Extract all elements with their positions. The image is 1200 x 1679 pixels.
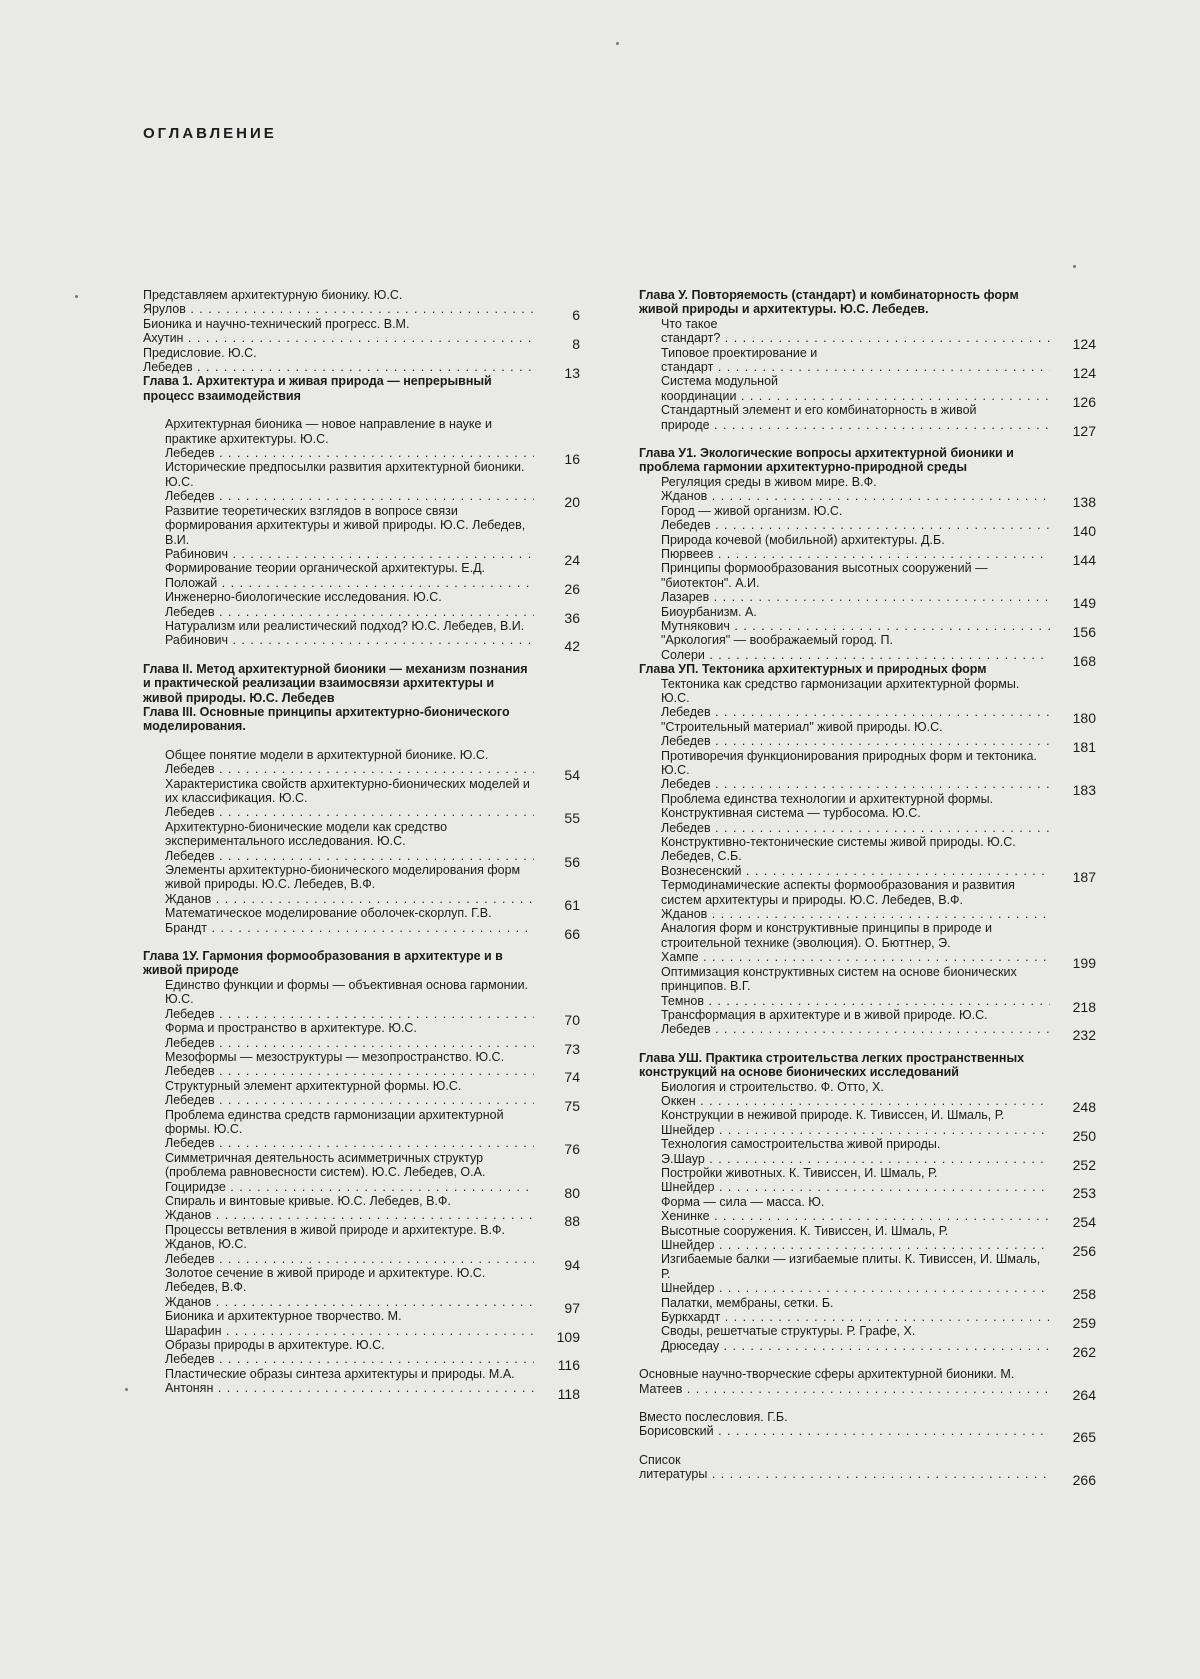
- print-speck: [125, 1388, 128, 1391]
- toc-entry: [165, 863, 580, 906]
- toc-entry-title: Проблема единства средств гармонизации архитектурной формы. Ю.С. Лебедев . . .: [165, 1108, 534, 1151]
- toc-entry: [661, 475, 1096, 504]
- toc-entry: [661, 1080, 1096, 1109]
- toc-entry-title: Натурализм или реалистический подход? Ю.С. Лебедев, В.И. Рабинович . . .: [165, 619, 534, 648]
- toc-page-number: 253: [1054, 1186, 1096, 1200]
- toc-entry-title: Глава УП. Тектоника архитектурных и природных форм: [639, 662, 1050, 676]
- toc-entry-title: Список литературы . . .: [639, 1453, 1050, 1482]
- toc-page: [0, 0, 1200, 1679]
- toc-page-number: 218: [1054, 1000, 1096, 1014]
- toc-entry: [165, 820, 580, 863]
- toc-page-number: 199: [1054, 956, 1096, 970]
- toc-page-number: 126: [1054, 395, 1096, 409]
- toc-page-number: 252: [1054, 1158, 1096, 1172]
- toc-entry: [661, 677, 1096, 720]
- toc-entry: [661, 1108, 1096, 1137]
- toc-list-right: [639, 288, 1096, 1482]
- toc-page-number: 264: [1054, 1388, 1096, 1402]
- toc-entry-title: Аналогия форм и конструктивные принципы в природе и строительной технике (эволюция). О. Бюттнер, Э. Хампе . . .: [661, 921, 1050, 964]
- toc-entry: [165, 561, 580, 590]
- toc-entry-title: Основные научно-творческие сферы архитектурной бионики. М. Матеев . . .: [639, 1367, 1050, 1396]
- toc-entry-title: Палатки, мембраны, сетки. Б. Буркхардт . . .: [661, 1296, 1050, 1325]
- toc-entry: [661, 1224, 1096, 1253]
- page-title: ОГЛАВЛЕНИЕ: [143, 125, 277, 142]
- toc-entry-title: Изгибаемые балки — изгибаемые плиты. К. Тивиссен, И. Шмаль, Р. Шнейдер . . .: [661, 1252, 1050, 1295]
- toc-entry: [143, 317, 580, 346]
- toc-page-number: 127: [1054, 424, 1096, 438]
- toc-entry-title: Образы природы в архитектуре. Ю.С. Лебедев . . .: [165, 1338, 534, 1367]
- toc-entry: [165, 748, 580, 777]
- toc-entry-title: Глава III. Основные принципы архитектурно-бионического моделирования.: [143, 705, 534, 734]
- toc-page-number: 56: [538, 855, 580, 869]
- toc-entry: [639, 1410, 1096, 1439]
- toc-page-number: 118: [538, 1387, 580, 1401]
- toc-entry-title: Конструкции в неживой природе. К. Тивиссен, И. Шмаль, Р. Шнейдер . . .: [661, 1108, 1050, 1137]
- print-speck: [75, 295, 78, 298]
- toc-entry: [661, 835, 1096, 878]
- toc-entry: [165, 1367, 580, 1396]
- toc-entry-title: Биология и строительство. Ф. Отто, Х. Оккен . . .: [661, 1080, 1050, 1109]
- toc-page-number: 70: [538, 1013, 580, 1027]
- toc-page-number: 144: [1054, 553, 1096, 567]
- toc-page-number: 138: [1054, 495, 1096, 509]
- toc-page-number: 258: [1054, 1287, 1096, 1301]
- toc-entry-title: Принципы формообразования высотных сооружений — "биотектон". А.И. Лазарев . . .: [661, 561, 1050, 604]
- toc-entry: [661, 504, 1096, 533]
- toc-page-number: 183: [1054, 783, 1096, 797]
- toc-entry: [661, 561, 1096, 604]
- toc-entry: [661, 633, 1096, 662]
- toc-entry: [165, 1050, 580, 1079]
- toc-page-number: 265: [1054, 1430, 1096, 1444]
- toc-entry: [661, 346, 1096, 375]
- toc-entry: [661, 605, 1096, 634]
- toc-page-number: 266: [1054, 1473, 1096, 1487]
- toc-list-left: [143, 288, 580, 1396]
- toc-entry-title: Трансформация в архитектуре и в живой природе. Ю.С. Лебедев . . .: [661, 1008, 1050, 1037]
- toc-chapter-heading: [639, 1051, 1096, 1080]
- toc-chapter-heading: [143, 949, 580, 978]
- toc-entry: [661, 1137, 1096, 1166]
- toc-page-number: 61: [538, 898, 580, 912]
- toc-entry-title: Вместо послесловия. Г.Б. Борисовский . . .: [639, 1410, 1050, 1439]
- toc-entry-title: Спираль и винтовые кривые. Ю.С. Лебедев, В.Ф. Жданов . . .: [165, 1194, 534, 1223]
- toc-entry: [165, 1223, 580, 1266]
- toc-page-number: 26: [538, 582, 580, 596]
- toc-entry: [661, 1252, 1096, 1295]
- toc-entry-title: Оптимизация конструктивных систем на основе бионических принципов. В.Г. Темнов . . .: [661, 965, 1050, 1008]
- toc-entry-title: Конструктивно-тектонические системы живой природы. Ю.С. Лебедев, С.Б. Вознесенский . . .: [661, 835, 1050, 878]
- toc-left-column: [143, 288, 580, 1396]
- toc-entry-title: Форма и пространство в архитектуре. Ю.С. Лебедев . . .: [165, 1021, 534, 1050]
- toc-entry: [661, 403, 1096, 432]
- toc-entry-title: Процессы ветвления в живой природе и архитектуре. В.Ф. Жданов, Ю.С. Лебедев . . .: [165, 1223, 534, 1266]
- toc-entry: [143, 288, 580, 317]
- toc-entry: [661, 878, 1096, 921]
- toc-entry-title: "Аркология" — воображаемый город. П. Солери . . .: [661, 633, 1050, 662]
- toc-page-number: 187: [1054, 870, 1096, 884]
- toc-page-number: 80: [538, 1186, 580, 1200]
- toc-entry-title: Постройки животных. К. Тивиссен, И. Шмаль, Р. Шнейдер . . .: [661, 1166, 1050, 1195]
- toc-entry-title: Бионика и научно-технический прогресс. В.М. Ахутин . . .: [143, 317, 534, 346]
- toc-page-number: 66: [538, 927, 580, 941]
- toc-entry: [661, 1324, 1096, 1353]
- toc-entry: [165, 1266, 580, 1309]
- toc-entry-title: Исторические предпосылки развития архитектурной бионики. Ю.С. Лебедев . . .: [165, 460, 534, 503]
- toc-entry-title: Общее понятие модели в архитектурной бионике. Ю.С. Лебедев . . .: [165, 748, 534, 777]
- toc-page-number: 88: [538, 1214, 580, 1228]
- toc-entry: [165, 1309, 580, 1338]
- toc-page-number: 181: [1054, 740, 1096, 754]
- toc-entry-title: Формирование теории органической архитектуры. Е.Д. Положай . . .: [165, 561, 534, 590]
- toc-page-number: 250: [1054, 1129, 1096, 1143]
- toc-page-number: 109: [538, 1330, 580, 1344]
- print-speck: [1073, 265, 1076, 268]
- toc-entry: [165, 1108, 580, 1151]
- toc-entry: [661, 965, 1096, 1008]
- toc-entry: [661, 1195, 1096, 1224]
- toc-entry-title: Технология самостроительства живой природы. Э.Шаур . . .: [661, 1137, 1050, 1166]
- toc-entry-title: Характеристика свойств архитектурно-бионических моделей и их классификация. Ю.С. Лебедев . . .: [165, 777, 534, 820]
- toc-page-number: 8: [538, 337, 580, 351]
- toc-entry-title: Своды, решетчатые структуры. Р. Графе, Х. Дрюседау . . .: [661, 1324, 1050, 1353]
- toc-page-number: 140: [1054, 524, 1096, 538]
- toc-entry: [165, 1194, 580, 1223]
- toc-entry-title: Город — живой организм. Ю.С. Лебедев . . .: [661, 504, 1050, 533]
- toc-entry: [661, 374, 1096, 403]
- toc-chapter-heading: [143, 662, 580, 705]
- toc-entry-title: Глава II. Метод архитектурной бионики — механизм познания и практической реализации взаимосвязи архитектуры и живой природы. Ю.С. Лебедев: [143, 662, 534, 705]
- toc-page-number: 168: [1054, 654, 1096, 668]
- toc-page-number: 259: [1054, 1316, 1096, 1330]
- toc-entry-title: Глава 1. Архитектура и живая природа — непрерывный процесс взаимодействия: [143, 374, 534, 403]
- toc-entry-title: Типовое проектирование и стандарт . . .: [661, 346, 1050, 375]
- toc-entry-title: "Строительный материал" живой природы. Ю.С. Лебедев . . .: [661, 720, 1050, 749]
- toc-entry: [165, 417, 580, 460]
- toc-entry: [661, 1296, 1096, 1325]
- toc-chapter-heading: [143, 374, 580, 403]
- toc-page-number: 73: [538, 1042, 580, 1056]
- toc-entry-title: Что такое стандарт? . . .: [661, 317, 1050, 346]
- toc-chapter-heading: [639, 288, 1096, 317]
- toc-page-number: 13: [538, 366, 580, 380]
- toc-entry: [165, 590, 580, 619]
- toc-entry-title: Развитие теоретических взглядов в вопросе связи формирования архитектуры и живой природы. Ю.С. Лебедев, В.И. Рабинович . . .: [165, 504, 534, 562]
- toc-entry: [639, 1367, 1096, 1396]
- toc-entry-title: Единство функции и формы — объективная основа гармонии. Ю.С. Лебедев . . .: [165, 978, 534, 1021]
- toc-entry-title: Тектоника как средство гармонизации архитектурной формы. Ю.С. Лебедев . . .: [661, 677, 1050, 720]
- toc-page-number: 74: [538, 1070, 580, 1084]
- toc-page-number: 254: [1054, 1215, 1096, 1229]
- toc-entry: [165, 504, 580, 562]
- toc-entry: [165, 1338, 580, 1367]
- toc-entry: [165, 460, 580, 503]
- toc-entry: [661, 1008, 1096, 1037]
- toc-entry-title: Стандартный элемент и его комбинаторность в живой природе . . .: [661, 403, 1050, 432]
- toc-right-column: [639, 288, 1096, 1482]
- print-speck: [616, 42, 619, 45]
- toc-entry-title: Система модульной координации . . .: [661, 374, 1050, 403]
- toc-entry-title: Представляем архитектурную бионику. Ю.С. Ярулов . . .: [143, 288, 534, 317]
- toc-entry: [165, 906, 580, 935]
- toc-entry-title: Структурный элемент архитектурной формы. Ю.С. Лебедев . . .: [165, 1079, 534, 1108]
- toc-page-number: 6: [538, 308, 580, 322]
- toc-chapter-heading: [639, 662, 1096, 676]
- toc-entry: [165, 777, 580, 820]
- toc-entry-title: Глава УШ. Практика строительства легких пространственных конструкций на основе бионических исследований: [639, 1051, 1050, 1080]
- toc-entry-title: Архитектурная бионика — новое направление в науке и практике архитектуры. Ю.С. Лебедев . . .: [165, 417, 534, 460]
- toc-page-number: 36: [538, 611, 580, 625]
- toc-page-number: 55: [538, 811, 580, 825]
- toc-entry-title: Элементы архитектурно-бионического моделирования форм живой природы. Ю.С. Лебедев, В.Ф. Жданов . . .: [165, 863, 534, 906]
- toc-page-number: 75: [538, 1099, 580, 1113]
- toc-entry-title: Глава 1У. Гармония формообразования в архитектуре и в живой природе: [143, 949, 534, 978]
- toc-page-number: 54: [538, 768, 580, 782]
- toc-page-number: 232: [1054, 1028, 1096, 1042]
- toc-entry-title: Симметричная деятельность асимметричных структур (проблема равновесности систем). Ю.С. Лебедев, О.А. Гоциридзе . . .: [165, 1151, 534, 1194]
- toc-entry-title: Термодинамические аспекты формообразования и развития систем архитектуры и природы. Ю.С. Лебедев, В.Ф. Жданов . . .: [661, 878, 1050, 921]
- toc-entry-title: Золотое сечение в живой природе и архитектуре. Ю.С. Лебедев, В.Ф. Жданов . . .: [165, 1266, 534, 1309]
- toc-chapter-heading: [639, 446, 1096, 475]
- toc-page-number: 76: [538, 1142, 580, 1156]
- toc-entry-title: Природа кочевой (мобильной) архитектуры. Д.Б. Пюрвеев . . .: [661, 533, 1050, 562]
- toc-entry: [165, 619, 580, 648]
- toc-entry-title: Предисловие. Ю.С. Лебедев . . .: [143, 346, 534, 375]
- toc-entry: [661, 720, 1096, 749]
- toc-entry-title: Глава У. Повторяемость (стандарт) и комбинаторность форм живой природы и архитектуры. Ю.С. Лебедев.: [639, 288, 1050, 317]
- toc-entry-title: Проблема единства технологии и архитектурной формы. Конструктивная система — турбосома. Ю.С. Лебедев . . .: [661, 792, 1050, 835]
- toc-entry: [661, 533, 1096, 562]
- toc-entry: [143, 346, 580, 375]
- toc-entry-title: Глава У1. Экологические вопросы архитектурной бионики и проблема гармонии архитектурно-природной среды: [639, 446, 1050, 475]
- toc-entry: [165, 1151, 580, 1194]
- toc-page-number: 124: [1054, 366, 1096, 380]
- toc-entry-title: Форма — сила — масса. Ю. Хенинке . . .: [661, 1195, 1050, 1224]
- toc-entry-title: Противоречия функционирования природных форм и тектоника. Ю.С. Лебедев . . .: [661, 749, 1050, 792]
- toc-page-number: 248: [1054, 1100, 1096, 1114]
- toc-entry-title: Инженерно-биологические исследования. Ю.С. Лебедев . . .: [165, 590, 534, 619]
- toc-page-number: 262: [1054, 1345, 1096, 1359]
- toc-entry: [165, 1079, 580, 1108]
- toc-entry-title: Регуляция среды в живом мире. В.Ф. Жданов . . .: [661, 475, 1050, 504]
- toc-entry-title: Математическое моделирование оболочек-скорлуп. Г.В. Брандт . . .: [165, 906, 534, 935]
- toc-entry: [165, 978, 580, 1021]
- toc-entry-title: Мезоформы — мезоструктуры — мезопространство. Ю.С. Лебедев . . .: [165, 1050, 534, 1079]
- toc-page-number: 94: [538, 1258, 580, 1272]
- toc-entry: [661, 921, 1096, 964]
- toc-page-number: 256: [1054, 1244, 1096, 1258]
- toc-page-number: 149: [1054, 596, 1096, 610]
- toc-entry: [661, 792, 1096, 835]
- toc-entry: [661, 1166, 1096, 1195]
- toc-chapter-heading: [143, 705, 580, 734]
- toc-page-number: 124: [1054, 337, 1096, 351]
- toc-entry-title: Высотные сооружения. К. Тивиссен, И. Шмаль, Р. Шнейдер . . .: [661, 1224, 1050, 1253]
- toc-entry-title: Пластические образы синтеза архитектуры и природы. М.А. Антонян . . .: [165, 1367, 534, 1396]
- toc-page-number: 156: [1054, 625, 1096, 639]
- toc-page-number: 16: [538, 452, 580, 466]
- toc-page-number: 97: [538, 1301, 580, 1315]
- toc-entry: [661, 749, 1096, 792]
- toc-entry: [165, 1021, 580, 1050]
- toc-entry-title: Биоурбанизм. А. Мутнякович . . .: [661, 605, 1050, 634]
- toc-page-number: 42: [538, 639, 580, 653]
- toc-page-number: 116: [538, 1358, 580, 1372]
- toc-entry: [661, 317, 1096, 346]
- toc-page-number: 20: [538, 495, 580, 509]
- toc-entry-title: Архитектурно-бионические модели как средство экспериментального исследования. Ю.С. Лебедев . . .: [165, 820, 534, 863]
- toc-entry: [639, 1453, 1096, 1482]
- toc-entry-title: Бионика и архитектурное творчество. М. Шарафин . . .: [165, 1309, 534, 1338]
- toc-page-number: 24: [538, 553, 580, 567]
- toc-page-number: 180: [1054, 711, 1096, 725]
